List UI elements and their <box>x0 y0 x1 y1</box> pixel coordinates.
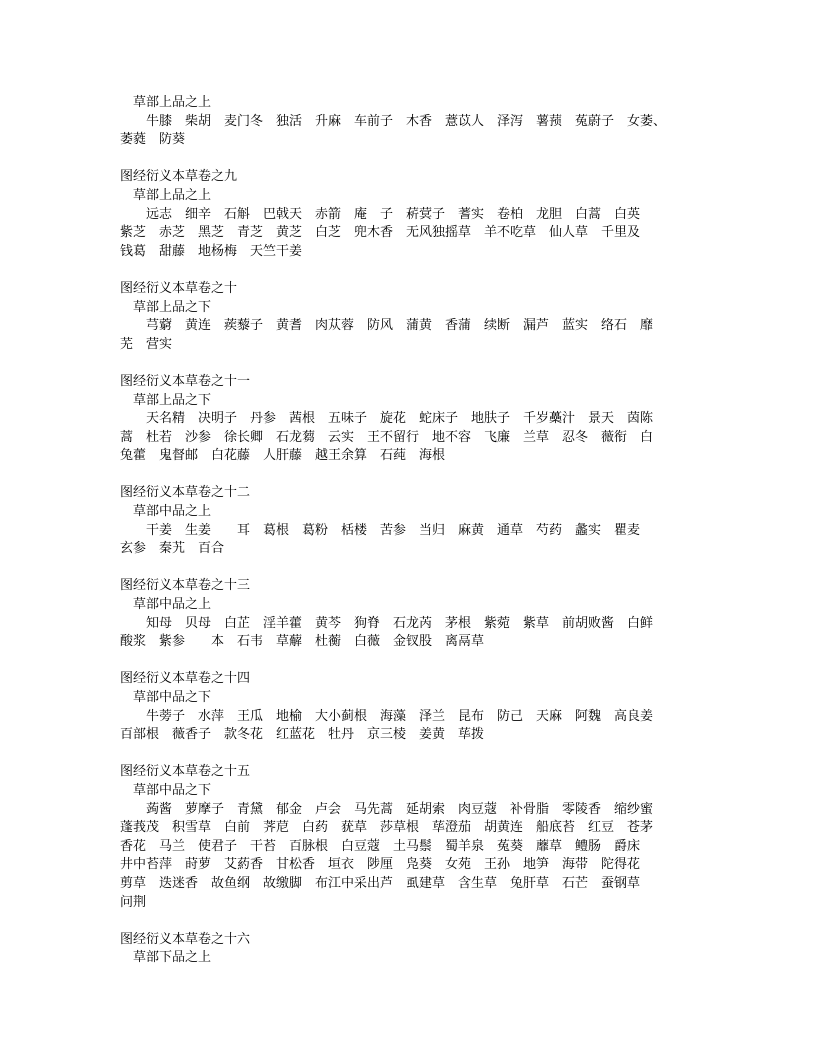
section-heading: 图经衍义本草卷之十四 <box>120 671 251 687</box>
section-subheading: 草部中品之下 <box>133 690 212 705</box>
text-line: 牛膝 柴胡 麦门冬 独活 升麻 车前子 木香 薏苡人 泽泻 薯蓣 菟蔚子 女萎、 <box>146 113 667 129</box>
section-heading: 图经衍义本草卷之十三 <box>120 578 251 594</box>
text-line: 玄参 秦艽 百合 <box>120 541 225 557</box>
text-line: 芎藭 黄连 蒺藜子 黄耆 肉苁蓉 防风 蒲黄 香蒲 续断 漏芦 蓝实 络石 靡 <box>146 318 654 334</box>
text-line: 井中苔萍 莳萝 艾葯香 甘松香 垣衣 陟厘 凫葵 女苑 王孙 地笋 海带 陀得花 <box>120 857 641 873</box>
section-subheading: 草部中品之上 <box>133 597 212 613</box>
text-line: 香花 马兰 使君子 干苔 百脉根 白豆蔻 土马鬃 蜀羊泉 菟葵 蘼草 鳢肠 爵床 <box>120 838 641 854</box>
section-subheading: 草部上品之上 <box>133 187 212 203</box>
text-line: 蒿 杜若 沙参 徐长卿 石龙蒭 云实 王不留行 地不容 飞廉 兰草 忍冬 薇衔 白 <box>120 429 654 445</box>
text-line: 牛蒡子 水萍 王瓜 地榆 大小蓟根 海藻 泽兰 昆布 防己 天麻 阿魏 高良姜 <box>146 708 654 724</box>
section-heading: 图经衍义本草卷之十六 <box>120 931 251 947</box>
text-line: 芜 营实 <box>120 336 173 352</box>
section-block <box>120 931 704 968</box>
section-subheading: 草部上品之下 <box>133 299 212 315</box>
section-heading: 图经衍义本草卷之十五 <box>120 764 251 780</box>
section-block <box>120 373 704 466</box>
section-block <box>120 763 704 912</box>
section-heading: 图经衍义本草卷之十一 <box>120 373 251 389</box>
document-page <box>120 94 704 987</box>
text-line: 远志 细辛 石斛 巴戟天 赤箭 庵 子 菥蓂子 蓍实 卷柏 龙胆 白蒿 白英 <box>146 206 641 222</box>
section-subheading: 草部上品之上 <box>133 95 212 110</box>
section-heading: 图经衍义本草卷之十 <box>120 280 238 296</box>
text-line: 知母 贝母 白芷 淫羊藿 黄芩 狗脊 石龙芮 茅根 紫菀 紫草 前胡败酱 白鲜 <box>146 615 654 631</box>
text-line: 钱葛 甜藤 地杨梅 天竺干姜 <box>120 243 303 259</box>
text-line: 问荆 <box>120 894 147 910</box>
section-subheading: 草部下品之上 <box>133 950 212 966</box>
text-line: 剪草 迭迷香 故鱼纲 故缴脚 布江中采出芦 虱建草 含生草 兔肝草 石芒 蚕钢草 <box>120 875 641 891</box>
section-block <box>120 577 704 651</box>
section-block <box>120 280 704 354</box>
section-subheading: 草部中品之下 <box>133 782 212 798</box>
text-line: 兔藿 鬼督邮 白花藤 人肝藤 越王余算 石莼 海根 <box>120 448 446 464</box>
text-line: 蓬莪茂 积雪草 白前 荠苨 白药 莸草 莎草根 荜澄茄 胡黄连 船底苔 红豆 苍茅 <box>120 820 654 836</box>
text-line: 干姜 生姜 耳 葛根 葛粉 栝楼 苦参 当归 麻黄 通草 芍药 蠡实 瞿麦 <box>146 522 641 538</box>
section-block <box>120 670 704 744</box>
text-line: 蒟酱 萝摩子 青黛 郁金 卢会 马先蒿 延胡索 肉豆蔻 补骨脂 零陵香 缩纱蜜 <box>146 801 654 817</box>
section-heading: 图经衍义本草卷之十二 <box>120 485 251 501</box>
text-line: 百部根 薇香子 款冬花 红蓝花 牡丹 京三棱 姜黄 荜拨 <box>120 727 485 743</box>
section-subheading: 草部上品之下 <box>133 392 212 408</box>
section-block <box>120 94 704 150</box>
text-line: 萎蕤 防葵 <box>120 132 186 148</box>
section-block <box>120 168 704 261</box>
section-heading: 图经衍义本草卷之九 <box>120 169 238 185</box>
section-block <box>120 484 704 558</box>
text-line: 酸浆 紫参 本 石韦 草薢 杜蘅 白薇 金钗股 离鬲草 <box>120 634 485 650</box>
text-line: 天名精 决明子 丹参 茜根 五味子 旋花 蛇床子 地肤子 千岁蘽汁 景天 茵陈 <box>146 411 654 427</box>
section-subheading: 草部中品之上 <box>133 504 212 520</box>
text-line: 紫芝 赤芝 黑芝 青芝 黄芝 白芝 兜木香 无风独摇草 羊不吃草 仙人草 千里及 <box>120 225 641 241</box>
